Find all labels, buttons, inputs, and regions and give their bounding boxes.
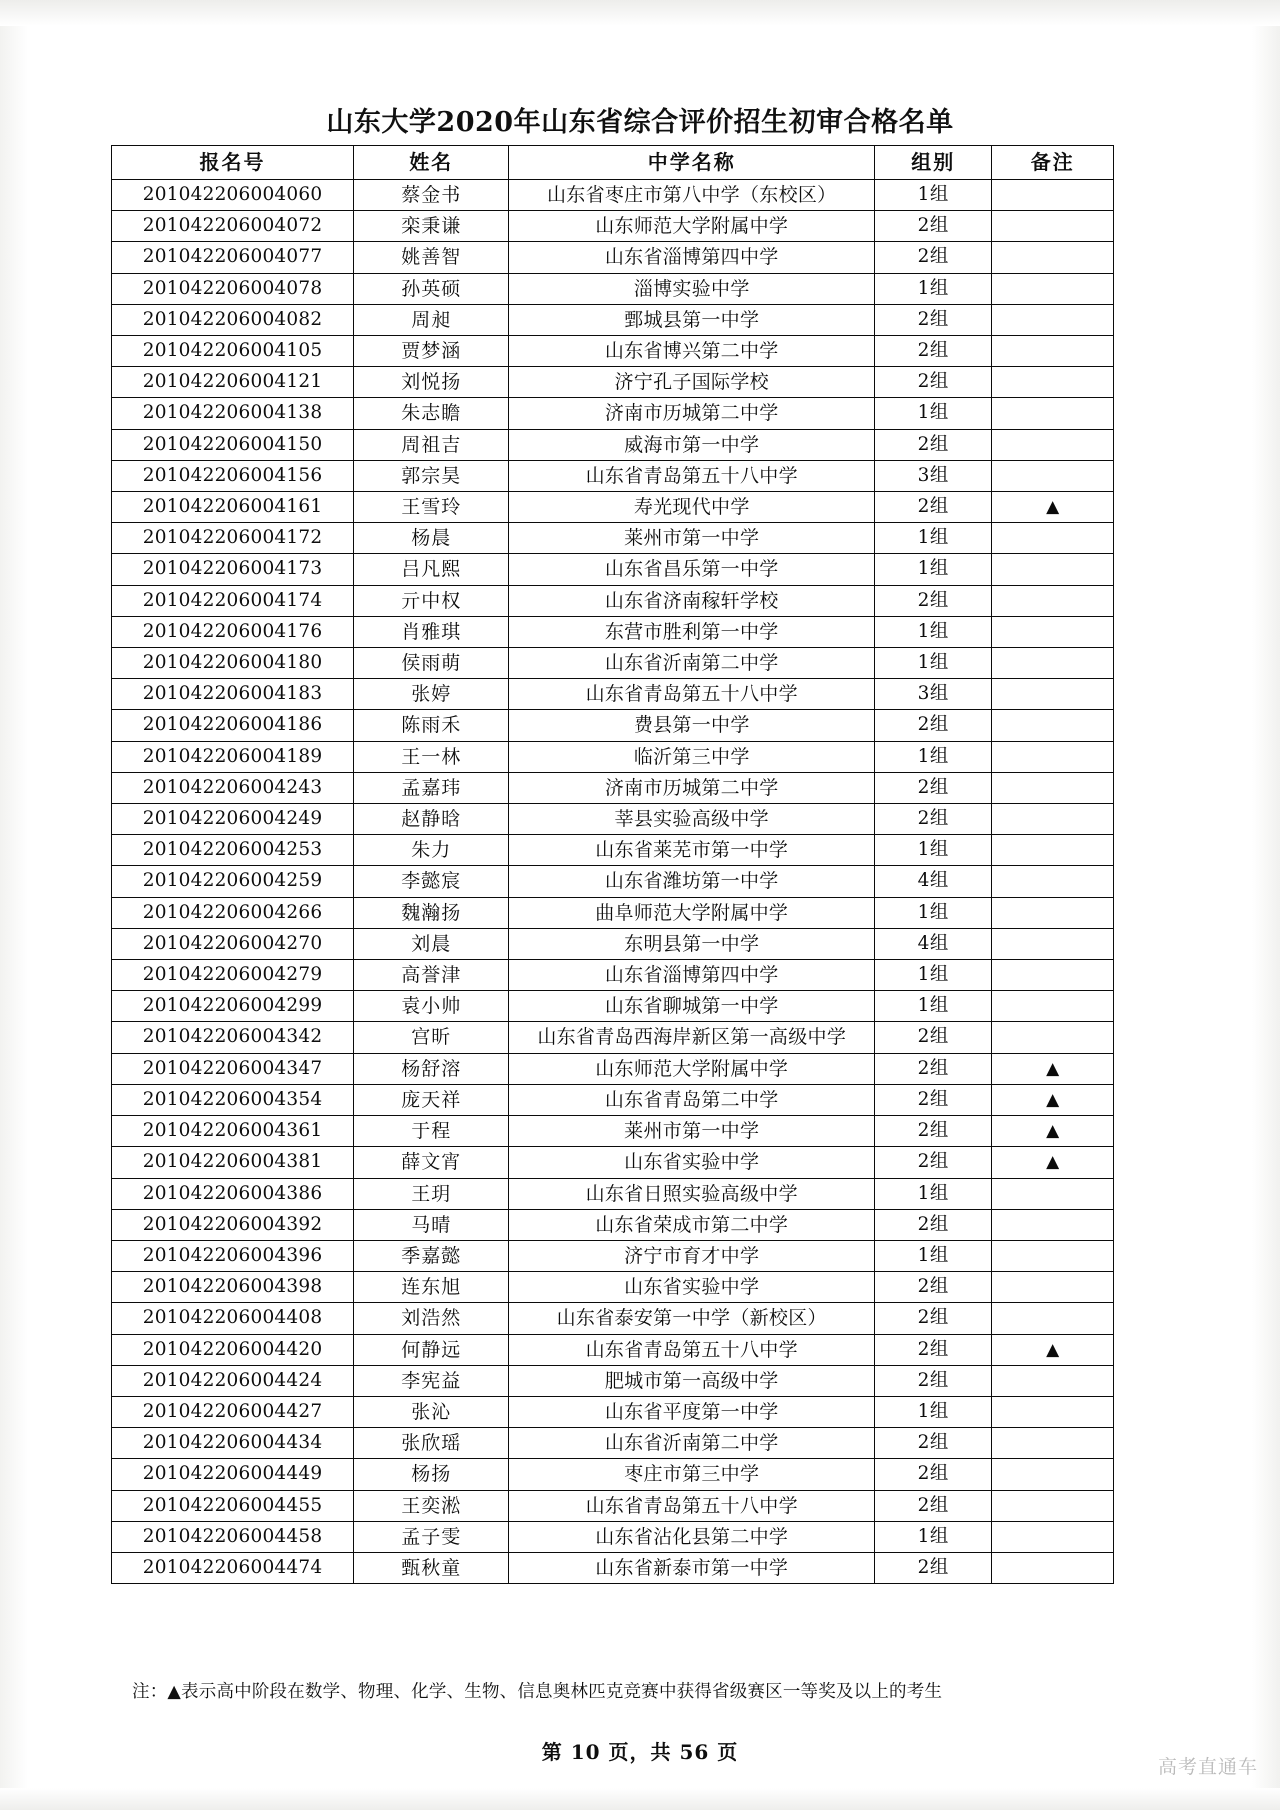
cell-group: 4组: [875, 928, 992, 959]
cell-school: 山东省实验中学: [509, 1147, 875, 1178]
cell-remarks: [992, 1396, 1114, 1427]
cell-group: 2组: [875, 1147, 992, 1178]
cell-registration-number: 201042206004186: [112, 710, 354, 741]
cell-school: 济宁市育才中学: [509, 1240, 875, 1271]
table-row: [112, 648, 1114, 679]
watermark: 高考直通车: [1157, 1756, 1258, 1778]
cell-remarks: [992, 1147, 1114, 1178]
cell-remarks: [992, 1053, 1114, 1084]
cell-group: 1组: [875, 1240, 992, 1271]
table-row: [112, 1178, 1114, 1209]
cell-school: 山东省昌乐第一中学: [509, 554, 875, 585]
cell-registration-number: 201042206004189: [112, 741, 354, 772]
cell-name: 蔡金书: [354, 180, 509, 211]
table-row: [112, 1303, 1114, 1334]
cell-remarks: [992, 211, 1114, 242]
cell-registration-number: 201042206004386: [112, 1178, 354, 1209]
cell-remarks: [992, 1428, 1114, 1459]
cell-name: 刘浩然: [354, 1303, 509, 1334]
table-row: [112, 492, 1114, 523]
cell-registration-number: 201042206004427: [112, 1396, 354, 1427]
table-row: [112, 1490, 1114, 1521]
cell-remarks: [992, 585, 1114, 616]
cell-registration-number: 201042206004424: [112, 1365, 354, 1396]
cell-name: 张沁: [354, 1396, 509, 1427]
cell-school: 枣庄市第三中学: [509, 1459, 875, 1490]
award-marker-triangle-icon: ▲: [1046, 1121, 1060, 1142]
table-row: [112, 1459, 1114, 1490]
table-row: [112, 1521, 1114, 1552]
cell-group: 2组: [875, 772, 992, 803]
cell-registration-number: 201042206004174: [112, 585, 354, 616]
cell-group: 1组: [875, 960, 992, 991]
cell-registration-number: 201042206004408: [112, 1303, 354, 1334]
cell-name: 赵静晗: [354, 804, 509, 835]
cell-group: 1组: [875, 991, 992, 1022]
cell-name: 郭宗昊: [354, 460, 509, 491]
cell-registration-number: 201042206004342: [112, 1022, 354, 1053]
cell-name: 张婷: [354, 679, 509, 710]
cell-school: 山东师范大学附属中学: [509, 1053, 875, 1084]
cell-registration-number: 201042206004253: [112, 835, 354, 866]
cell-name: 王雪玲: [354, 492, 509, 523]
cell-name: 肖雅琪: [354, 616, 509, 647]
table-row: [112, 772, 1114, 803]
cell-remarks: [992, 991, 1114, 1022]
cell-remarks: [992, 741, 1114, 772]
cell-group: 2组: [875, 585, 992, 616]
cell-registration-number: 201042206004458: [112, 1521, 354, 1552]
page-title: 山东大学2020年山东省综合评价招生初审合格名单: [326, 107, 954, 138]
cell-registration-number: 201042206004249: [112, 804, 354, 835]
cell-school: 山东省青岛第二中学: [509, 1084, 875, 1115]
table-row: [112, 1240, 1114, 1271]
cell-group: 2组: [875, 304, 992, 335]
cell-registration-number: 201042206004270: [112, 928, 354, 959]
cell-remarks: [992, 367, 1114, 398]
award-marker-triangle-icon: ▲: [1046, 1339, 1060, 1360]
table-row: [112, 429, 1114, 460]
cell-remarks: [992, 835, 1114, 866]
cell-group: 3组: [875, 460, 992, 491]
cell-name: 周祖吉: [354, 429, 509, 460]
table-row: [112, 554, 1114, 585]
cell-group: 2组: [875, 1053, 992, 1084]
cell-school: 费县第一中学: [509, 710, 875, 741]
cell-school: 山东省青岛第五十八中学: [509, 460, 875, 491]
table-row: [112, 211, 1114, 242]
table-row: [112, 585, 1114, 616]
cell-remarks: [992, 398, 1114, 429]
table-row: [112, 1022, 1114, 1053]
cell-remarks: [992, 648, 1114, 679]
cell-school: 东营市胜利第一中学: [509, 616, 875, 647]
cell-registration-number: 201042206004161: [112, 492, 354, 523]
cell-school: 莱州市第一中学: [509, 523, 875, 554]
cell-registration-number: 201042206004361: [112, 1116, 354, 1147]
table-header-row: [112, 146, 1114, 180]
cell-remarks: [992, 180, 1114, 211]
table-row: [112, 1147, 1114, 1178]
cell-name: 王奕淞: [354, 1490, 509, 1521]
cell-name: 姚善智: [354, 242, 509, 273]
cell-group: 2组: [875, 336, 992, 367]
cell-school: 山东省潍坊第一中学: [509, 866, 875, 897]
cell-name: 袁小帅: [354, 991, 509, 1022]
cell-name: 侯雨萌: [354, 648, 509, 679]
cell-group: 2组: [875, 1084, 992, 1115]
cell-registration-number: 201042206004077: [112, 242, 354, 273]
award-marker-triangle-icon: ▲: [1046, 1152, 1060, 1173]
table-row: [112, 1053, 1114, 1084]
cell-name: 孟嘉玮: [354, 772, 509, 803]
cell-group: 2组: [875, 1303, 992, 1334]
cell-group: 2组: [875, 242, 992, 273]
cell-group: 2组: [875, 1365, 992, 1396]
cell-registration-number: 201042206004183: [112, 679, 354, 710]
cell-school: 山东省青岛第五十八中学: [509, 1334, 875, 1365]
table-row: [112, 1396, 1114, 1427]
cell-name: 贾梦涵: [354, 336, 509, 367]
cell-school: 山东省淄博第四中学: [509, 242, 875, 273]
cell-group: 1组: [875, 273, 992, 304]
cell-group: 1组: [875, 398, 992, 429]
cell-name: 季嘉懿: [354, 1240, 509, 1271]
table-row: [112, 616, 1114, 647]
cell-group: 1组: [875, 1178, 992, 1209]
cell-registration-number: 201042206004138: [112, 398, 354, 429]
cell-name: 孙英硕: [354, 273, 509, 304]
cell-school: 山东省沂南第二中学: [509, 1428, 875, 1459]
table-row: [112, 835, 1114, 866]
cell-registration-number: 201042206004176: [112, 616, 354, 647]
cell-group: 1组: [875, 648, 992, 679]
cell-school: 淄博实验中学: [509, 273, 875, 304]
cell-group: 2组: [875, 429, 992, 460]
cell-group: 2组: [875, 710, 992, 741]
table-row: [112, 1552, 1114, 1583]
cell-registration-number: 201042206004396: [112, 1240, 354, 1271]
table-row: [112, 1084, 1114, 1115]
cell-group: 2组: [875, 1428, 992, 1459]
cell-remarks: [992, 523, 1114, 554]
cell-group: 4组: [875, 866, 992, 897]
cell-remarks: [992, 304, 1114, 335]
table-row: [112, 1428, 1114, 1459]
cell-remarks: [992, 242, 1114, 273]
cell-school: 威海市第一中学: [509, 429, 875, 460]
cell-registration-number: 201042206004150: [112, 429, 354, 460]
cell-school: 济南市历城第二中学: [509, 398, 875, 429]
cell-school: 山东省新泰市第一中学: [509, 1552, 875, 1583]
cell-remarks: [992, 1240, 1114, 1271]
table-row: [112, 460, 1114, 491]
cell-name: 李懿宸: [354, 866, 509, 897]
cell-group: 2组: [875, 804, 992, 835]
cell-name: 李宪益: [354, 1365, 509, 1396]
cell-remarks: [992, 1209, 1114, 1240]
cell-registration-number: 201042206004474: [112, 1552, 354, 1583]
cell-school: 鄄城县第一中学: [509, 304, 875, 335]
cell-group: 2组: [875, 1552, 992, 1583]
cell-name: 连东旭: [354, 1272, 509, 1303]
footnote: 注：▲表示高中阶段在数学、物理、化学、生物、信息奥林匹克竞赛中获得省级赛区一等奖及以上的考生: [132, 1682, 943, 1702]
cell-name: 栾秉谦: [354, 211, 509, 242]
column-header-school: 中学名称: [509, 146, 875, 180]
cell-remarks: [992, 710, 1114, 741]
cell-registration-number: 201042206004392: [112, 1209, 354, 1240]
cell-registration-number: 201042206004381: [112, 1147, 354, 1178]
cell-name: 陈雨禾: [354, 710, 509, 741]
cell-school: 山东省日照实验高级中学: [509, 1178, 875, 1209]
table-row: [112, 1272, 1114, 1303]
cell-school: 寿光现代中学: [509, 492, 875, 523]
table-row: [112, 804, 1114, 835]
cell-remarks: [992, 1490, 1114, 1521]
cell-school: 山东省淄博第四中学: [509, 960, 875, 991]
table-row: [112, 523, 1114, 554]
cell-remarks: [992, 1116, 1114, 1147]
cell-school: 山东省博兴第二中学: [509, 336, 875, 367]
cell-school: 临沂第三中学: [509, 741, 875, 772]
page-number-footer: 第 10 页，共 56 页: [541, 1740, 739, 1764]
cell-name: 刘晨: [354, 928, 509, 959]
cell-name: 甄秋童: [354, 1552, 509, 1583]
cell-school: 山东省聊城第一中学: [509, 991, 875, 1022]
cell-registration-number: 201042206004354: [112, 1084, 354, 1115]
cell-group: 1组: [875, 1521, 992, 1552]
cell-group: 2组: [875, 1022, 992, 1053]
cell-remarks: [992, 616, 1114, 647]
cell-remarks: [992, 1022, 1114, 1053]
cell-group: 2组: [875, 1459, 992, 1490]
cell-name: 朱志瞻: [354, 398, 509, 429]
table-row: [112, 897, 1114, 928]
cell-name: 宫昕: [354, 1022, 509, 1053]
cell-school: 山东省平度第一中学: [509, 1396, 875, 1427]
cell-school: 山东省青岛第五十八中学: [509, 679, 875, 710]
cell-remarks: [992, 1521, 1114, 1552]
cell-group: 2组: [875, 1490, 992, 1521]
cell-group: 2组: [875, 1272, 992, 1303]
cell-registration-number: 201042206004420: [112, 1334, 354, 1365]
cell-school: 济宁孔子国际学校: [509, 367, 875, 398]
table-row: [112, 242, 1114, 273]
cell-school: 山东省莱芜市第一中学: [509, 835, 875, 866]
cell-registration-number: 201042206004455: [112, 1490, 354, 1521]
cell-registration-number: 201042206004398: [112, 1272, 354, 1303]
cell-school: 肥城市第一高级中学: [509, 1365, 875, 1396]
cell-registration-number: 201042206004347: [112, 1053, 354, 1084]
table-row: [112, 367, 1114, 398]
cell-registration-number: 201042206004266: [112, 897, 354, 928]
cell-remarks: [992, 1303, 1114, 1334]
cell-remarks: [992, 460, 1114, 491]
table-row: [112, 336, 1114, 367]
cell-name: 吕凡熙: [354, 554, 509, 585]
cell-registration-number: 201042206004434: [112, 1428, 354, 1459]
cell-registration-number: 201042206004279: [112, 960, 354, 991]
cell-remarks: [992, 960, 1114, 991]
cell-registration-number: 201042206004259: [112, 866, 354, 897]
cell-remarks: [992, 1272, 1114, 1303]
cell-name: 何静远: [354, 1334, 509, 1365]
cell-name: 周昶: [354, 304, 509, 335]
column-header-group: 组别: [875, 146, 992, 180]
cell-group: 1组: [875, 554, 992, 585]
cell-school: 山东省实验中学: [509, 1272, 875, 1303]
cell-school: 山东省泰安第一中学（新校区）: [509, 1303, 875, 1334]
cell-remarks: [992, 866, 1114, 897]
cell-remarks: [992, 273, 1114, 304]
cell-registration-number: 201042206004105: [112, 336, 354, 367]
cell-remarks: [992, 928, 1114, 959]
cell-name: 高誉津: [354, 960, 509, 991]
cell-school: 山东省青岛第五十八中学: [509, 1490, 875, 1521]
table-row: [112, 1209, 1114, 1240]
table-row: [112, 991, 1114, 1022]
cell-group: 3组: [875, 679, 992, 710]
table-row: [112, 1365, 1114, 1396]
cell-name: 杨晨: [354, 523, 509, 554]
cell-group: 1组: [875, 180, 992, 211]
cell-remarks: [992, 1084, 1114, 1115]
cell-school: 曲阜师范大学附属中学: [509, 897, 875, 928]
award-marker-triangle-icon: ▲: [1046, 1058, 1060, 1079]
scan-edge-top: [0, 0, 1280, 26]
cell-school: 山东省荣成市第二中学: [509, 1209, 875, 1240]
cell-group: 1组: [875, 616, 992, 647]
table-row: [112, 960, 1114, 991]
cell-name: 孟子雯: [354, 1521, 509, 1552]
scan-edge-bottom: [0, 1788, 1280, 1810]
table-row: [112, 1116, 1114, 1147]
table-row: [112, 928, 1114, 959]
cell-registration-number: 201042206004082: [112, 304, 354, 335]
cell-group: 2组: [875, 1116, 992, 1147]
column-header-name: 姓名: [354, 146, 509, 180]
cell-name: 王玥: [354, 1178, 509, 1209]
cell-registration-number: 201042206004156: [112, 460, 354, 491]
cell-remarks: [992, 679, 1114, 710]
cell-registration-number: 201042206004078: [112, 273, 354, 304]
cell-remarks: [992, 804, 1114, 835]
cell-name: 魏瀚扬: [354, 897, 509, 928]
cell-group: 1组: [875, 1396, 992, 1427]
table-row: [112, 679, 1114, 710]
cell-group: 2组: [875, 1209, 992, 1240]
cell-group: 1组: [875, 897, 992, 928]
cell-remarks: [992, 1459, 1114, 1490]
cell-name: 王一林: [354, 741, 509, 772]
table-row: [112, 741, 1114, 772]
cell-name: 亓中权: [354, 585, 509, 616]
cell-name: 马晴: [354, 1209, 509, 1240]
cell-remarks: [992, 1334, 1114, 1365]
cell-remarks: [992, 1365, 1114, 1396]
cell-remarks: [992, 429, 1114, 460]
cell-registration-number: 201042206004072: [112, 211, 354, 242]
cell-registration-number: 201042206004121: [112, 367, 354, 398]
cell-school: 东明县第一中学: [509, 928, 875, 959]
cell-school: 山东省青岛西海岸新区第一高级中学: [509, 1022, 875, 1053]
cell-registration-number: 201042206004060: [112, 180, 354, 211]
cell-school: 山东省沾化县第二中学: [509, 1521, 875, 1552]
cell-remarks: [992, 554, 1114, 585]
cell-remarks: [992, 492, 1114, 523]
cell-registration-number: 201042206004180: [112, 648, 354, 679]
cell-name: 杨扬: [354, 1459, 509, 1490]
cell-school: 山东省枣庄市第八中学（东校区）: [509, 180, 875, 211]
cell-group: 2组: [875, 367, 992, 398]
cell-registration-number: 201042206004299: [112, 991, 354, 1022]
table-row: [112, 866, 1114, 897]
table-row: [112, 180, 1114, 211]
table-row: [112, 304, 1114, 335]
cell-remarks: [992, 772, 1114, 803]
cell-name: 杨舒溶: [354, 1053, 509, 1084]
cell-group: 1组: [875, 835, 992, 866]
cell-remarks: [992, 336, 1114, 367]
column-header-remarks: 备注: [992, 146, 1114, 180]
cell-registration-number: 201042206004173: [112, 554, 354, 585]
cell-school: 莱州市第一中学: [509, 1116, 875, 1147]
cell-group: 1组: [875, 523, 992, 554]
cell-school: 莘县实验高级中学: [509, 804, 875, 835]
cell-registration-number: 201042206004172: [112, 523, 354, 554]
cell-remarks: [992, 1178, 1114, 1209]
cell-name: 朱力: [354, 835, 509, 866]
cell-school: 山东省沂南第二中学: [509, 648, 875, 679]
cell-remarks: [992, 1552, 1114, 1583]
admission-roster-table: [111, 145, 1114, 1584]
cell-school: 山东师范大学附属中学: [509, 211, 875, 242]
table-row: [112, 1334, 1114, 1365]
cell-group: 2组: [875, 211, 992, 242]
table-row: [112, 710, 1114, 741]
cell-name: 庞天祥: [354, 1084, 509, 1115]
award-marker-triangle-icon: ▲: [1046, 1089, 1060, 1110]
cell-remarks: [992, 897, 1114, 928]
cell-name: 张欣瑶: [354, 1428, 509, 1459]
cell-registration-number: 201042206004449: [112, 1459, 354, 1490]
table-row: [112, 273, 1114, 304]
cell-group: 1组: [875, 741, 992, 772]
table-row: [112, 398, 1114, 429]
cell-name: 刘悦扬: [354, 367, 509, 398]
cell-school: 山东省济南稼轩学校: [509, 585, 875, 616]
cell-name: 于程: [354, 1116, 509, 1147]
column-header-registration-number: 报名号: [112, 146, 354, 180]
award-marker-triangle-icon: ▲: [1046, 497, 1060, 518]
cell-group: 2组: [875, 1334, 992, 1365]
cell-school: 济南市历城第二中学: [509, 772, 875, 803]
cell-group: 2组: [875, 492, 992, 523]
cell-registration-number: 201042206004243: [112, 772, 354, 803]
cell-name: 薛文宵: [354, 1147, 509, 1178]
